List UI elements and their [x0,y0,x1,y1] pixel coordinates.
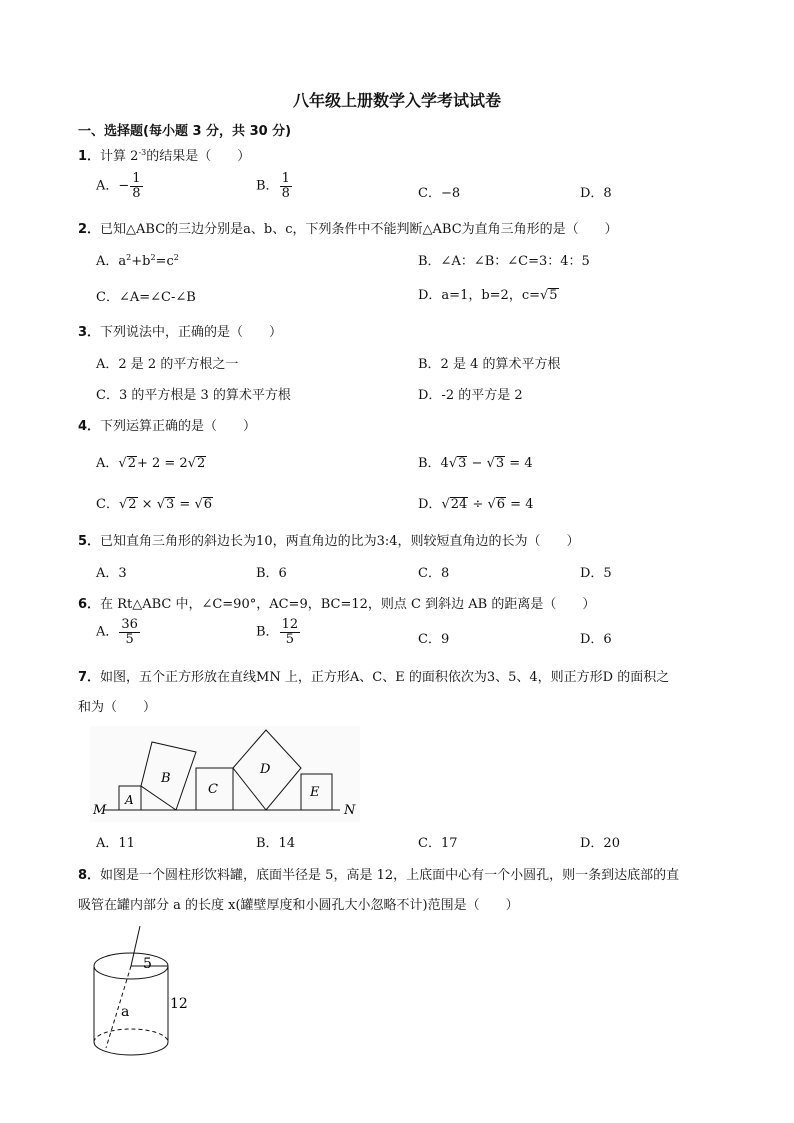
option-c [96,493,213,512]
question-8 [78,864,679,883]
option-b [256,618,301,646]
radical-sign: √ [487,497,496,512]
question-number: 7． [78,670,101,685]
label-m: M [93,803,107,818]
denominator: 8 [281,185,290,201]
option-a [96,172,144,200]
option-b: B．2 是 4 的算术平方根 [418,357,561,372]
radical-sign: √ [486,456,495,471]
label-b: B [161,771,171,786]
option-b: B．∠A：∠B：∠C=3：4：5 [418,254,590,269]
question-number: 2． [78,222,101,237]
option-d [418,493,533,512]
height-label: 12 [170,996,188,1012]
label-e: E [310,785,320,800]
option-d: D．8 [580,186,612,201]
question-stem: 已知△ABC的三边分别是a、b、c，下列条件中不能判断△ABC为直角三角形的是（ ） [100,222,618,237]
option-text: A．a [96,254,127,269]
radicand: 3 [495,456,505,471]
option-b [418,452,533,471]
option-a [96,618,141,646]
option-label: A． [96,624,119,640]
option-b: B．6 [256,566,287,581]
label-n: N [344,803,356,818]
question-stem-end: 的结果是（ ） [146,149,251,164]
option-label: D． [418,497,442,512]
question-7 [78,666,669,685]
option-d [418,284,559,303]
squares-figure [90,726,360,822]
numerator: 1 [132,171,141,186]
numerator: 12 [281,617,299,632]
question-stem: 下列运算正确的是（ ） [100,419,257,434]
question-stem: 如图是一个圆柱形饮料罐，底面半径是 5，高是 12，上底面中心有一个小圆孔，则一条到达底部的直 [100,868,680,883]
radical-sign: √ [156,497,165,512]
fraction [130,172,142,200]
label-c: C [208,782,218,797]
denominator: 5 [125,631,134,647]
option-a: A．11 [96,836,135,851]
question-1 [78,145,250,164]
option-label: C． [96,497,119,512]
option-c: C．17 [418,836,458,851]
fraction [119,618,140,646]
question-stem: 已知直角三角形的斜边长为10，两直角边的比为3:4，则较短直角边的长为（ ） [100,534,580,549]
denominator: 8 [132,185,141,201]
radicand: 2 [128,497,137,512]
option-d: D．-2 的平方是 2 [418,388,523,403]
cylinder-bottom-back [94,1029,168,1042]
operator: × [137,497,157,512]
question-8-line2: 吸管在罐内部分 a 的长度 x(罐壁厚度和小圆孔大小忽略不计)范围是（ ） [78,898,519,913]
option-b [256,172,293,200]
radicand: 2 [127,456,136,471]
option-label: B．4 [418,456,449,471]
radical-sign: √ [118,456,127,471]
minus-sign: − [118,178,130,194]
radical-sign: √ [448,456,458,471]
option-a [96,452,206,471]
option-c: C．8 [418,566,450,581]
operator: = 4 [505,456,533,471]
operator: + 2 = 2 [136,456,188,471]
question-number: 5． [78,534,101,549]
question-6 [78,593,595,612]
exponent: 2 [126,253,132,262]
option-label: B． [256,624,279,640]
label-a: A [125,793,134,807]
option-d: D．6 [580,632,612,647]
option-c: C．9 [418,632,450,647]
option-a: A．2 是 2 的平方根之一 [96,357,239,372]
question-stem: 在 Rt△ABC 中，∠C=90°，AC=9，BC=12，则点 C 到斜边 AB 的距离是（ ） [100,597,596,612]
option-c: C．3 的平方根是 3 的算术平方根 [96,388,291,403]
option-label: A． [96,178,119,194]
radicand: 6 [496,497,506,512]
numerator: 36 [121,617,138,632]
radius-label: 5 [143,956,152,972]
radical-sign: √ [118,497,128,512]
label-d: D [260,762,271,777]
radical-sign: √ [194,497,203,512]
exam-title: 八年级上册数学入学考试试卷 [292,91,501,110]
radicand: 2 [197,456,206,471]
question-number: 1． [78,149,101,164]
option-label: A． [96,456,119,471]
fraction [280,618,301,646]
question-stem: 下列说法中，正确的是（ ） [100,325,283,340]
radicand: 6 [203,497,213,512]
straw-outside [131,926,140,966]
option-text: D．a=1，b=2，c= [418,288,540,303]
operator: = [175,497,195,512]
question-stem: 计算 2 [100,149,139,164]
radical-sign: √ [441,497,450,512]
radicand: 24 [450,497,468,512]
option-d: D．20 [580,836,620,851]
radicand: 3 [458,456,467,471]
question-number: 3． [78,325,101,340]
question-7-line2: 和为（ ） [78,700,157,715]
question-3 [78,321,282,340]
section-heading: 一、选择题(每小题 3 分，共 30 分) [78,124,292,139]
option-text: +b [131,254,151,269]
radical-sign: √ [540,288,549,303]
denominator: 5 [285,631,294,647]
operator: − [467,456,487,471]
radical-sign: √ [187,456,196,471]
cylinder-bottom-front [94,1042,168,1055]
option-d: D．5 [580,566,612,581]
radicand: 5 [549,288,558,303]
fraction [280,172,292,200]
operator: = 4 [506,497,534,512]
option-c: C．∠A=∠C-∠B [96,290,196,305]
question-2 [78,218,618,237]
question-number: 8． [78,868,101,883]
question-number: 6． [78,597,101,612]
straw-label: a [121,1004,130,1020]
radicand: 3 [166,497,175,512]
numerator: 1 [281,171,290,186]
question-stem: 如图，五个正方形放在直线MN 上，正方形A、C、E 的面积依次为3、5、4，则正方形D 的面积之 [100,670,670,685]
option-a: A．3 [96,566,127,581]
option-text: =c [155,254,174,269]
cylinder-figure [88,924,200,1058]
operator: ÷ [468,497,488,512]
option-a [96,250,179,269]
exponent: 2 [173,253,179,262]
exponent: 2 [150,253,156,262]
question-4 [78,415,256,434]
question-number: 4． [78,419,101,434]
exponent: -3 [138,148,147,157]
option-c: C．−8 [418,186,461,201]
option-b: B．14 [256,836,296,851]
option-label: B． [256,178,279,194]
question-5 [78,530,580,549]
